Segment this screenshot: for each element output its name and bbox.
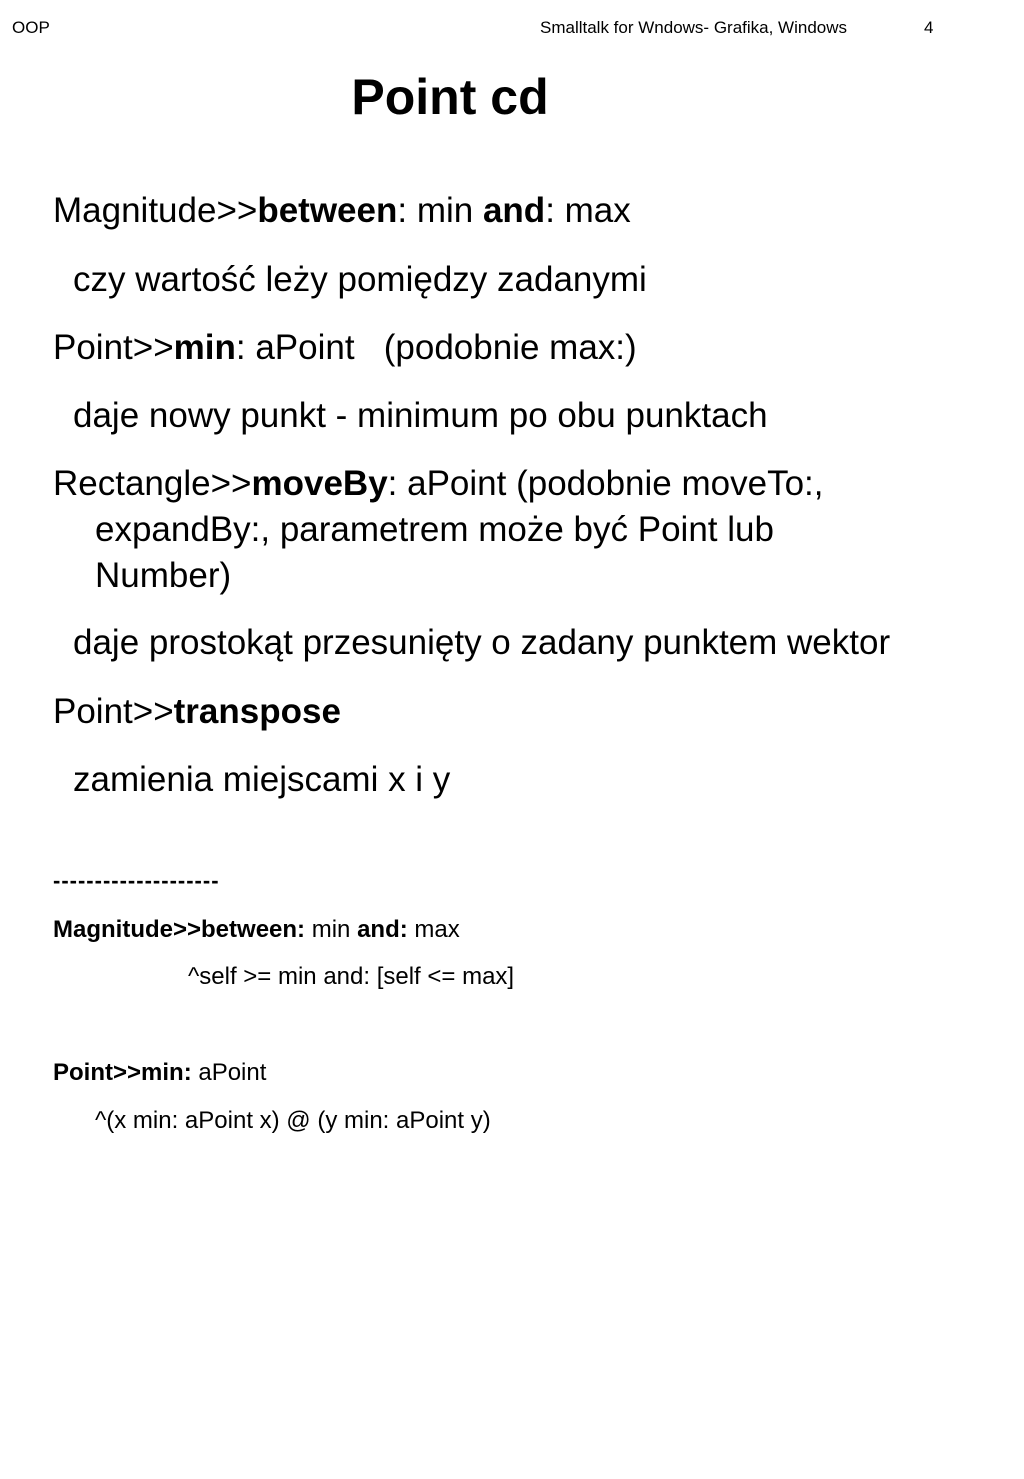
method-class: Point>>: [53, 328, 174, 367]
header-title: Smalltalk for Wndows- Grafika, Windows: [540, 18, 848, 37]
method-keyword: moveBy: [251, 464, 388, 503]
code-keyword: Magnitude>>between:: [53, 916, 306, 943]
code-keyword: Point>>min:: [53, 1059, 192, 1086]
method-description: daje prostokąt przesunięty o zadany punktem wektor: [73, 623, 891, 662]
method-keyword: and: [482, 191, 546, 230]
method-description: zamienia miejscami x i y: [73, 760, 451, 799]
method-description: daje nowy punkt - minimum po obu punktach: [73, 396, 768, 435]
code-signature-min: [53, 1058, 266, 1088]
method-arg: : aPoint (podobnie moveTo:,: [387, 464, 824, 503]
method-arg: : max: [545, 191, 631, 230]
code-signature-between: [53, 915, 460, 945]
code-body-between: ^self >= min and: [self <= max]: [188, 963, 515, 990]
method-keyword: transpose: [173, 692, 341, 731]
header-course-label: OOP: [12, 18, 50, 37]
method-continuation: expandBy:, parametrem może być Point lub: [95, 510, 774, 549]
method-continuation: Number): [95, 556, 232, 595]
page-title: Point cd: [351, 69, 549, 125]
code-keyword: and:: [357, 916, 408, 943]
method-min: [53, 325, 637, 371]
method-keyword: min: [173, 328, 236, 367]
method-moveby: [53, 461, 823, 507]
method-class: Rectangle>>: [53, 464, 252, 503]
header-page-number: 4: [924, 18, 934, 37]
separator: --------------------: [53, 868, 220, 893]
method-arg: : min: [397, 191, 483, 230]
method-class: Magnitude>>: [53, 191, 258, 230]
method-class: Point>>: [53, 692, 174, 731]
code-arg: min: [305, 916, 358, 943]
method-arg: : aPoint (podobnie max:): [235, 328, 637, 367]
method-keyword: between: [257, 191, 398, 230]
method-between: [53, 188, 631, 234]
code-arg: aPoint: [191, 1059, 267, 1086]
code-body-min: ^(x min: aPoint x) @ (y min: aPoint y): [95, 1107, 491, 1134]
method-description: czy wartość leży pomiędzy zadanymi: [73, 260, 647, 299]
code-arg: max: [407, 916, 460, 943]
method-transpose: [53, 689, 341, 735]
